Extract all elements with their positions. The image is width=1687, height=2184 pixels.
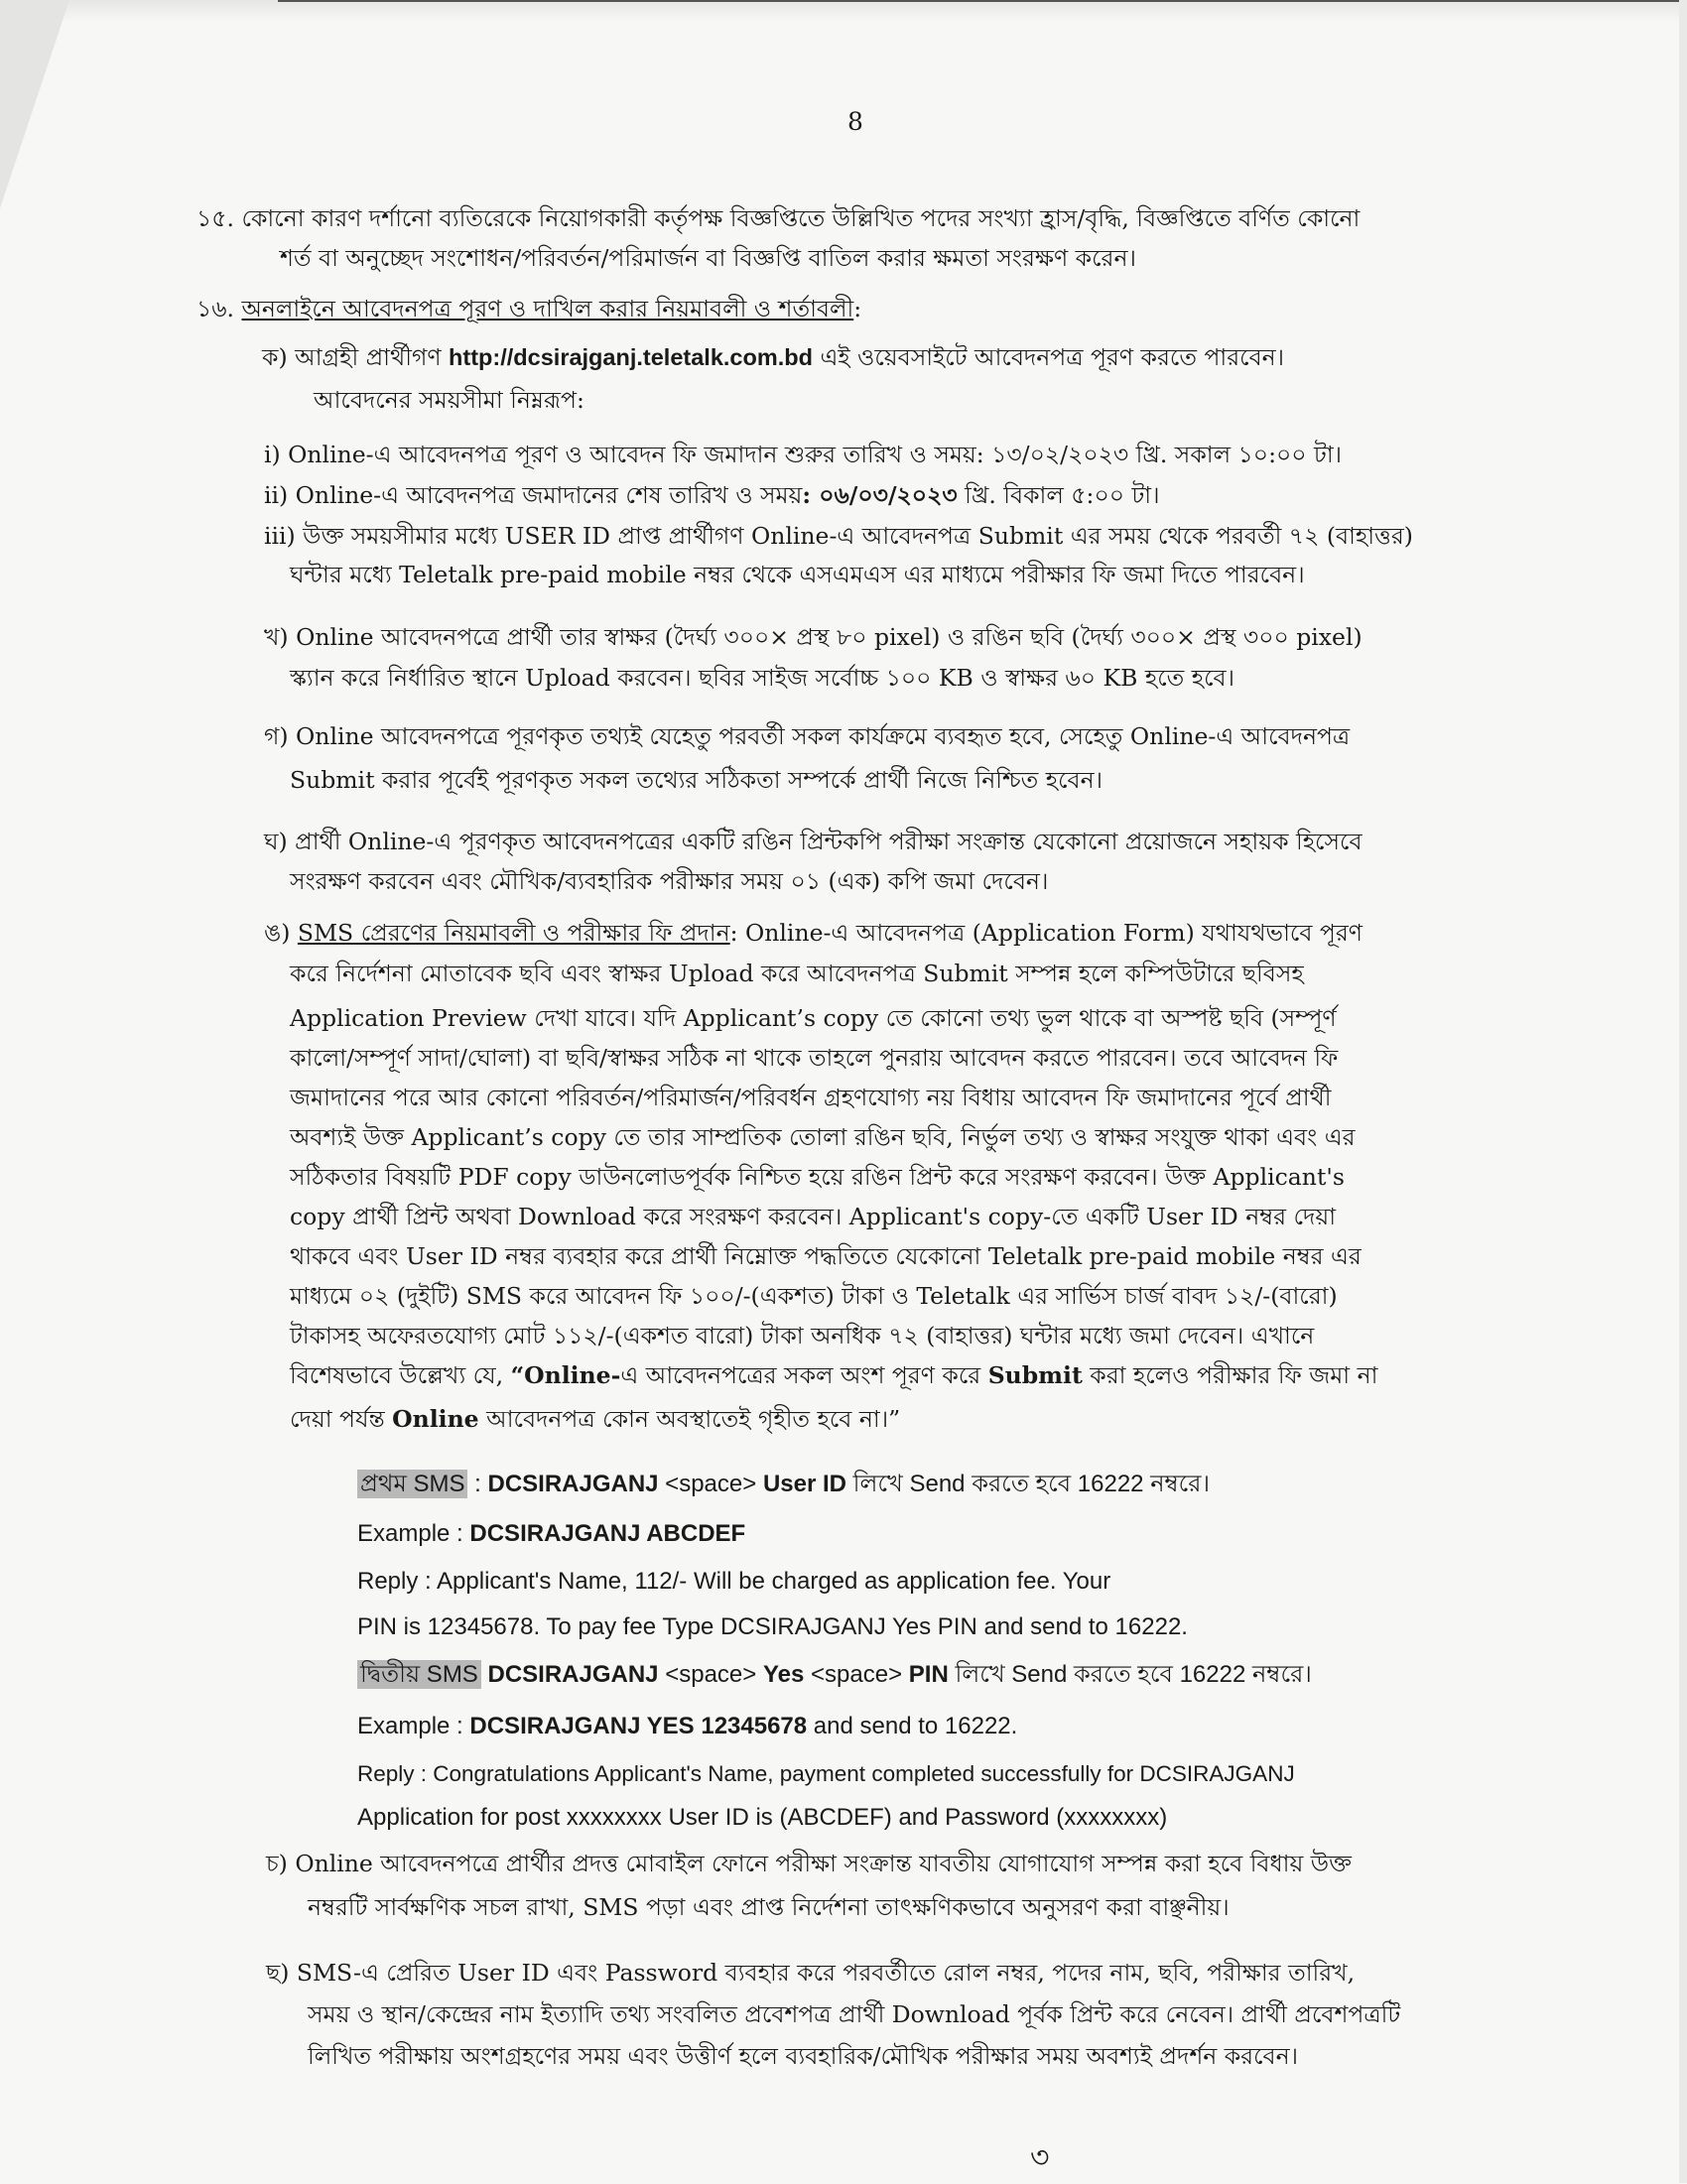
deadline-ii-pre: ii) Online-এ আবেদনপত্র জমাদানের শেষ তারিখ ও সময় (264, 481, 803, 509)
sms-reply-2-line-2: Application for post xxxxxxxx User ID is (ABCDEF) and Password (xxxxxxxx) (357, 1804, 1168, 1831)
item-uma-line-1-rest: : Online-এ আবেদনপত্র (Application Form) যথাযথভাবে পূরণ (729, 919, 1363, 947)
line-12-bold-online: “Online- (510, 1361, 621, 1389)
second-sms-yes: Yes (762, 1661, 805, 1688)
deadline-i: i) Online-এ আবেদনপত্র পূরণ ও আবেদন ফি জমাদান শুরুর তারিখ ও সময়: ১৩/০২/২০২৩ খ্রি. সকাল ১০:০০ টা। (264, 441, 1343, 468)
first-sms-userid: User ID (762, 1471, 846, 1497)
item-gha-line-2: সংরক্ষণ করবেন এবং মৌখিক/ব্যবহারিক পরীক্ষার সময় ০১ (এক) কপি জমা দেবেন। (290, 867, 1049, 895)
example-2-label: Example : (357, 1713, 470, 1739)
item-chha-line-1: ছ) SMS-এ প্রেরিত User ID এবং Password ব্যবহার করে পরবর্তীতে রোল নম্বর, পদের নাম, ছবি, পরীক্ষার তারিখ, (266, 1959, 1356, 1987)
first-sms-tag: প্রথম SMS (357, 1470, 467, 1498)
first-sms-tail: লিখে Send করতে হবে 16222 নম্বরে। (845, 1471, 1211, 1497)
deadline-ii (264, 479, 1160, 511)
second-sms-code: DCSIRAJGANJ (480, 1661, 659, 1688)
line-12-mid: এ আবেদনপত্রের সকল অংশ পূরণ করে (620, 1361, 988, 1389)
line-12-pre: বিশেষভাবে উল্লেখ্য যে, (290, 1361, 511, 1389)
page-fold-line (278, 0, 1687, 2)
example-1-value: DCSIRAJGANJ ABCDEF (469, 1520, 746, 1547)
page-edge-shadow (1679, 0, 1687, 2183)
sms-reply-1-line-2: PIN is 12345678. To pay fee Type DCSIRAJGANJ Yes PIN and send to 16222. (357, 1613, 1188, 1640)
section-16-number: ১৬. (196, 295, 234, 322)
page-number: 8 (847, 107, 863, 136)
sms-example-1 (357, 1518, 745, 1550)
item-uma-line-1 (264, 917, 1363, 949)
sms-second-instruction (357, 1659, 1312, 1691)
item-uma-line-10: মাধ্যমে ০২ (দুইটি) SMS করে আবেদন ফি ১০০/-(একশত) টাকা ও Teletalk এর সার্ভিস চার্জ বাবদ ১২/-(বারো) (290, 1282, 1338, 1310)
item-chha-line-3: লিখিত পরীক্ষায় অংশগ্রহণের সময় এবং উত্তীর্ণ হলে ব্যবহারিক/মৌখিক পরীক্ষার সময় অবশ্যই প্রদর্শন করবেন। (308, 2042, 1299, 2070)
section-15-number: ১৫. (196, 204, 234, 232)
item-ka (262, 341, 1284, 373)
second-sms-pin: PIN (908, 1661, 949, 1688)
heading-colon: : (853, 295, 862, 322)
item-uma-line-4: কালো/সম্পূর্ণ সাদা/ঘোলা) বা ছবি/স্বাক্ষর সঠিক না থাকে তাহলে পুনরায় আবেদন করতে পারবেন। তবে আবেদন ফি (290, 1044, 1339, 1072)
section-15-line-2: শর্ত বা অনুচ্ছেদ সংশোধন/পরিবর্তন/পরিমার্জন বা বিজ্ঞপ্তি বাতিল করার ক্ষমতা সংরক্ষণ করেন। (280, 244, 1136, 272)
example-2-value: DCSIRAJGANJ YES 12345678 (469, 1713, 808, 1739)
first-sms-sep: : (467, 1471, 488, 1497)
item-kha-line-1: খ) Online আবেদনপত্রে প্রার্থী তার স্বাক্ষর (দৈর্ঘ্য ৩০০× প্রস্থ ৮০ pixel) ও রঙিন ছবি (দৈর্ঘ্য ৩০০× প্রস্থ ৩০০ pixel) (264, 623, 1363, 651)
item-gha-line-1: ঘ) প্রার্থী Online-এ পূরণকৃত আবেদনপত্রের একটি রঙিন প্রিন্টকপি পরীক্ষা সংক্রান্ত যেকোনো প্রয়োজনে সহায়ক হিসেবে (264, 828, 1363, 855)
second-sms-tail: লিখে Send করতে হবে 16222 নম্বরে। (948, 1661, 1312, 1688)
deadline-iii-line-1: iii) উক্ত সময়সীমার মধ্যে USER ID প্রাপ্ত প্রার্থীগণ Online-এ আবেদনপত্র Submit এর সময় থেকে পরবর্তী ৭২ (বাহাত্তর) (264, 522, 1413, 550)
item-uma-line-2: করে নির্দেশনা মোতাবেক ছবি এবং স্বাক্ষর Upload করে আবেদনপত্র Submit সম্পন্ন হলে কম্পিউটারে ছবিসহ (290, 960, 1304, 987)
item-ga-line-1: গ) Online আবেদনপত্রে পূরণকৃত তথ্যই যেহেতু পরবর্তী সকল কার্যক্রমে ব্যবহৃত হবে, সেহেতু Online-এ আবেদনপত্র (264, 722, 1351, 750)
item-ka-line-2: আবেদনের সময়সীমা নিম্নরূপ: (314, 386, 584, 414)
section-15 (196, 202, 1360, 234)
line-13-post: আবেদনপত্র কোন অবস্থাতেই গৃহীত হবে না।” (478, 1405, 901, 1433)
item-ka-pre: আগ্রহী প্রার্থীগণ (295, 343, 442, 371)
example-1-label: Example : (357, 1520, 470, 1547)
line-12-bold-submit: Submit (987, 1361, 1083, 1389)
deadline-ii-post: খ্রি. বিকাল ৫:০০ টা। (957, 481, 1160, 509)
item-kha-line-2: স্ক্যান করে নির্ধারিত স্থানে Upload করবেন। ছবির সাইজ সর্বোচ্চ ১০০ KB ও স্বাক্ষর ৬০ KB হতে হবে। (290, 664, 1235, 692)
item-uma-line-11: টাকাসহ অফেরতযোগ্য মোট ১১২/-(একশত বারো) টাকা অনধিক ৭২ (বাহাত্তর) ঘন্টার মধ্যে জমা দেবেন। এখানে (290, 1322, 1315, 1349)
item-chha-line-2: সময় ও স্থান/কেন্দ্রের নাম ইত্যাদি তথ্য সংবলিত প্রবেশপত্র প্রার্থী Download পূর্বক প্রিন্ট করে নেবেন। প্রার্থী প্রবেশপত্রটি (308, 2000, 1401, 2028)
deadline-iii-line-2: ঘন্টার মধ্যে Teletalk pre-paid mobile নম্বর থেকে এসএমএস এর মাধ্যমে পরীক্ষার ফি জমা দিতে পারবেন। (290, 561, 1305, 588)
item-uma-line-7: সঠিকতার বিষয়টি PDF copy ডাউনলোডপূর্বক নিশ্চিত হয়ে রঙিন প্রিন্ট করে সংরক্ষণ করবেন। উক্ত Applicant's (290, 1163, 1345, 1191)
website-link[interactable]: http://dcsirajganj.teletalk.com.bd (449, 344, 813, 370)
section-16-heading: অনলাইনে আবেদনপত্র পূরণ ও দাখিল করার নিয়মাবলী ও শর্তাবলী (241, 295, 854, 322)
example-2-tail: and send to 16222. (807, 1713, 1018, 1739)
line-13-bold-online: Online (392, 1405, 479, 1433)
item-ka-post: এই ওয়েবসাইটে আবেদনপত্র পূরণ করতে পারবেন। (820, 343, 1285, 371)
first-sms-code: DCSIRAJGANJ (487, 1471, 659, 1497)
item-uma-line-3: Application Preview দেখা যাবে। যদি Applicant’s copy তে কোনো তথ্য ভুল থাকে বা অস্পষ্ট ছবি (সম্পূর্ণ (290, 1004, 1337, 1032)
first-sms-space: <space> (658, 1471, 763, 1497)
sms-reply-2-line-1: Reply : Congratulations Applicant's Name, payment completed successfully for DCSIRAJGANJ (357, 1761, 1295, 1786)
item-uma-line-12 (290, 1359, 1377, 1391)
sms-reply-1-line-1: Reply : Applicant's Name, 112/- Will be charged as application fee. Your (357, 1568, 1111, 1595)
item-uma-line-5: জমাদানের পরে আর কোনো পরিবর্তন/পরিমার্জন/পরিবর্ধন গ্রহণযোগ্য নয় বিধায় আবেদন ফি জমাদানের পূর্বে প্রার্থী (290, 1084, 1332, 1111)
folded-corner (0, 0, 69, 208)
section-16-heading-row (196, 293, 861, 324)
sms-first-instruction (357, 1469, 1210, 1500)
sms-example-2 (357, 1711, 1017, 1742)
second-sms-tag: দ্বিতীয় SMS (357, 1660, 481, 1689)
item-uma-label: ঙ) (264, 919, 291, 947)
item-uma-line-13 (290, 1403, 900, 1435)
second-sms-space-2: <space> (804, 1661, 909, 1688)
item-ka-label: ক) (262, 343, 288, 371)
page-fold-shadow (0, 0, 1687, 22)
item-uma-line-8: copy প্রার্থী প্রিন্ট অথবা Download করে সংরক্ষণ করবেন। Applicant's copy-তে একটি User ID নম্বর দেয়া (290, 1203, 1337, 1230)
deadline-ii-date: : ০৬/০৩/২০২৩ (802, 481, 958, 509)
item-cha-line-1: চ) Online আবেদনপত্রে প্রার্থীর প্রদত্ত মোবাইল ফোনে পরীক্ষা সংক্রান্ত যাবতীয় যোগাযোগ সম্পন্ন করা হবে বিধায় উক্ত (266, 1850, 1352, 1877)
item-cha-line-2: নম্বরটি সার্বক্ষণিক সচল রাখা, SMS পড়া এবং প্রাপ্ত নির্দেশনা তাৎক্ষণিকভাবে অনুসরণ করা বাঞ্ছনীয়। (308, 1893, 1230, 1921)
item-uma-line-6: অবশ্যই উক্ত Applicant’s copy তে তার সাম্প্রতিক তোলা রঙিন ছবি, নির্ভুল তথ্য ও স্বাক্ষর সংযুক্ত থাকা এবং এর (290, 1123, 1356, 1151)
footer-mark: ৩ (1030, 2140, 1050, 2175)
second-sms-space-1: <space> (658, 1661, 763, 1688)
item-uma-line-9: থাকবে এবং User ID নম্বর ব্যবহার করে প্রার্থী নিম্নোক্ত পদ্ধতিতে যেকোনো Teletalk pre-paid mobile নম্বর এর (290, 1242, 1362, 1270)
item-uma-heading: SMS প্রেরণের নিয়মাবলী ও পরীক্ষার ফি প্রদান (297, 919, 730, 947)
item-ga-line-2: Submit করার পূর্বেই পূরণকৃত সকল তথ্যের সঠিকতা সম্পর্কে প্রার্থী নিজে নিশ্চিত হবেন। (290, 766, 1103, 794)
line-12-post: করা হলেও পরীক্ষার ফি জমা না (1082, 1361, 1378, 1389)
line-13-pre: দেয়া পর্যন্ত (290, 1405, 393, 1433)
section-15-line-1: কোনো কারণ দর্শানো ব্যতিরেকে নিয়োগকারী কর্তৃপক্ষ বিজ্ঞপ্তিতে উল্লিখিত পদের সংখ্যা হ্রাস/বৃদ্ধি, বিজ্ঞপ্তিতে বর্ণিত কোনো (241, 204, 1361, 232)
